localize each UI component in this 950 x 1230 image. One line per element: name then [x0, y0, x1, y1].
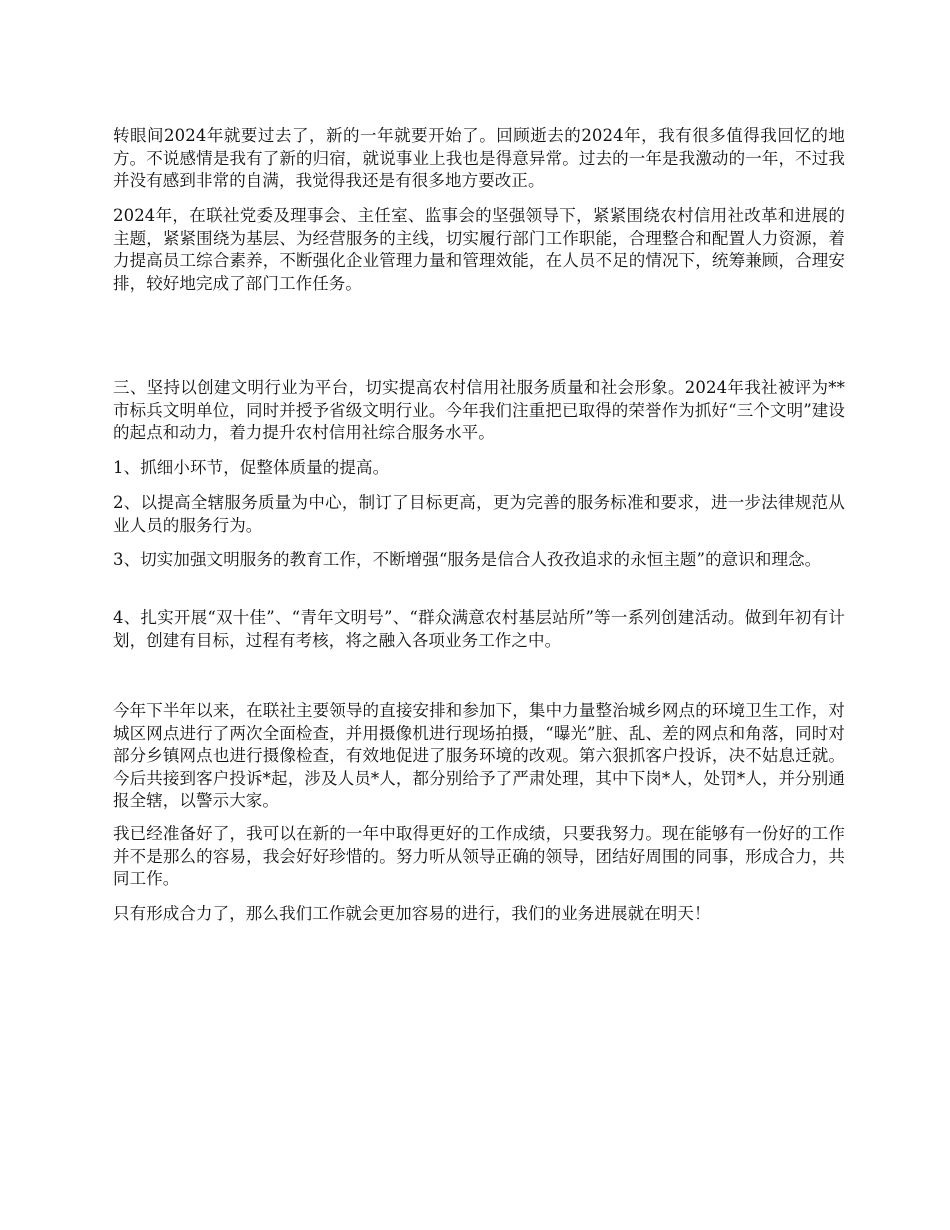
paragraph-readiness: 我已经准备好了，我可以在新的一年中取得更好的工作成绩，只要我努力。现在能够有一份好的工作并不是那么的容易，我会好好珍惜的。努力听从领导正确的领导，团结好周围的同事，形成合力，共同工作。 [113, 824, 845, 888]
list-item-4: 4、扎实开展“双十佳”、“青年文明号”、“群众满意农村基层站所”等一系列创建活动。做到年初有计划，创建有目标，过程有考核，将之融入各项业务工作之中。 [113, 608, 845, 650]
paragraph-section-three: 三、坚持以创建文明行业为平台，切实提高农村信用社服务质量和社会形象。2024年我社被评为**市标兵文明单位，同时并授予省级文明行业。今年我们注重把已取得的荣誉作为抓好“三个文明”建设的起点和动力，着力提升农村信用社综合服务水平。 [113, 378, 845, 442]
paragraph-environment-rectification: 今年下半年以来，在联社主要领导的直接安排和参加下，集中力量整治城乡网点的环境卫生工作，对城区网点进行了两次全面检查，并用摄像机进行现场拍摄，“曝光”脏、乱、差的网点和角落，同时对部分乡镇网点也进行摄像检查，有效地促进了服务环境的改观。第六狠抓客户投诉，决不姑息迁就。今后共接到客户投诉*起，涉及人员*人，都分别给予了严肃处理，其中下岗*人，处罚*人，并分别通报全辖，以警示大家。 [113, 701, 845, 810]
paragraph-closing: 只有形成合力了，那么我们工作就会更加容易的进行，我们的业务进展就在明天！ [113, 904, 711, 923]
list-item-2: 2、以提高全辖服务质量为中心，制订了目标更高，更为完善的服务标准和要求，进一步法律规范从业人员的服务行为。 [113, 493, 845, 535]
list-item-1: 1、抓细小环节，促整体质量的提高。 [113, 458, 390, 477]
paragraph-leadership-summary: 2024年，在联社党委及理事会、主任室、监事会的坚强领导下，紧紧围绕农村信用社改革和进展的主题，紧紧围绕为基层、为经营服务的主线，切实履行部门工作职能，合理整合和配置人力资源，着力提高员工综合素养，不断强化企业管理力量和管理效能，在人员不足的情况下，统筹兼顾，合理安排，较好地完成了部门工作任务。 [113, 206, 845, 293]
paragraph-year-review: 转眼间2024年就要过去了，新的一年就要开始了。回顾逝去的2024年，我有很多值得我回忆的地方。不说感情是我有了新的归宿，就说事业上我也是得意异常。过去的一年是我激动的一年，不过我并没有感到非常的自满，我觉得我还是有很多地方要改正。 [113, 126, 845, 190]
list-item-3: 3、切实加强文明服务的教育工作，不断增强“服务是信合人孜孜追求的永恒主题”的意识和理念。 [113, 550, 822, 569]
